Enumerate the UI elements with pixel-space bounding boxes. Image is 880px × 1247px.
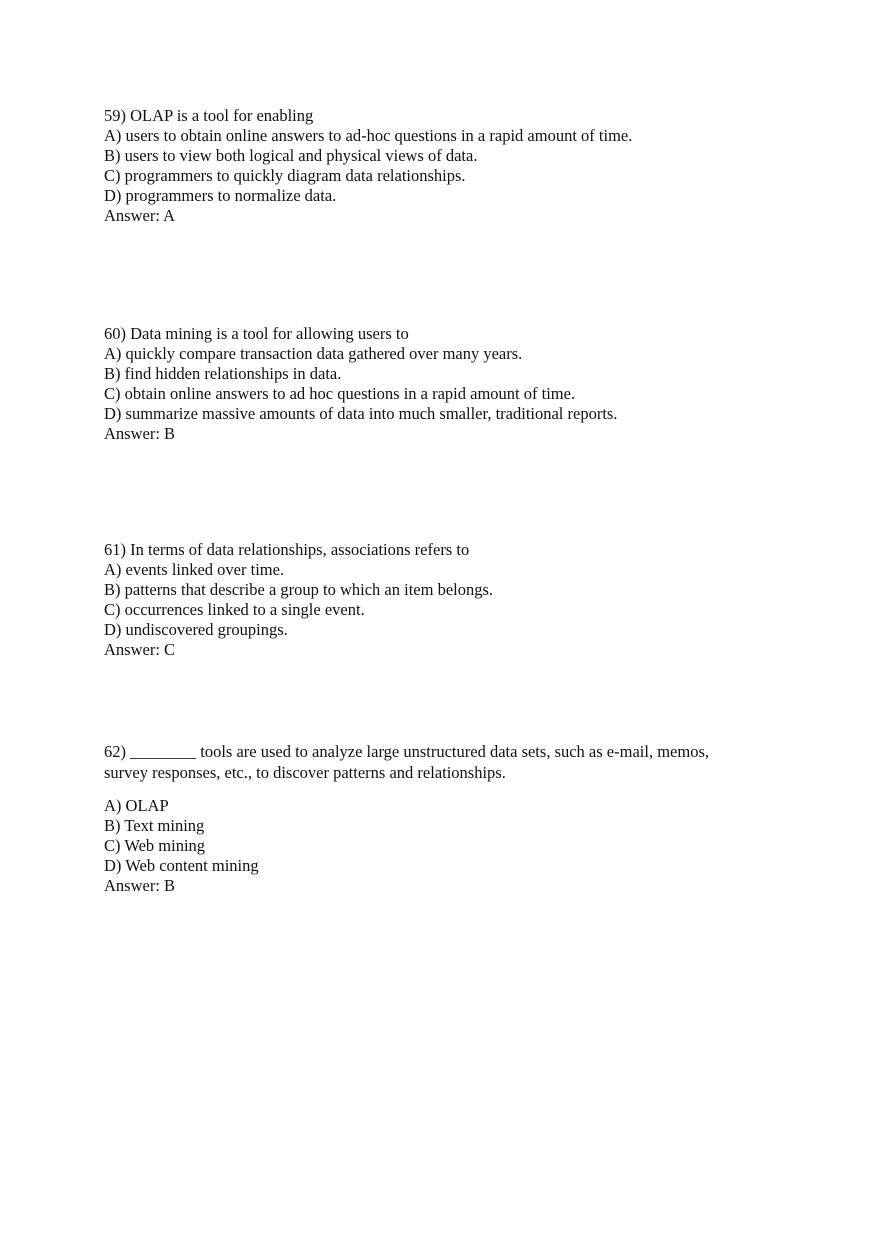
question-59 [104, 106, 784, 226]
question-62 [104, 742, 754, 896]
option-a: A) quickly compare transaction data gathered over many years. [104, 344, 523, 363]
answer: Answer: B [104, 876, 176, 895]
option-c: C) occurrences linked to a single event. [104, 600, 365, 619]
option-d: D) summarize massive amounts of data into much smaller, traditional reports. [104, 404, 618, 423]
question-stem: 59) OLAP is a tool for enabling [104, 106, 314, 125]
option-a: A) users to obtain online answers to ad-hoc questions in a rapid amount of time. [104, 126, 633, 145]
option-b: B) patterns that describe a group to which an item belongs. [104, 580, 494, 599]
option-d: D) programmers to normalize data. [104, 186, 337, 205]
option-a: A) events linked over time. [104, 560, 285, 579]
question-61 [104, 540, 784, 660]
option-b: B) users to view both logical and physical views of data. [104, 146, 478, 165]
answer: Answer: C [104, 640, 176, 659]
option-d: D) undiscovered groupings. [104, 620, 288, 639]
option-c: C) programmers to quickly diagram data relationships. [104, 166, 466, 185]
answer: Answer: A [104, 206, 176, 225]
option-a: A) OLAP [104, 796, 169, 815]
question-stem: 61) In terms of data relationships, associations refers to [104, 540, 470, 559]
option-b: B) Text mining [104, 816, 205, 835]
option-b: B) find hidden relationships in data. [104, 364, 342, 383]
question-stem: 60) Data mining is a tool for allowing users to [104, 324, 409, 343]
question-stem: 62) ________ tools are used to analyze large unstructured data sets, such as e-mail, memos, survey responses, etc., to discover patterns and relationships. [104, 742, 709, 782]
option-c: C) obtain online answers to ad hoc questions in a rapid amount of time. [104, 384, 576, 403]
answer: Answer: B [104, 424, 176, 443]
question-60 [104, 324, 784, 444]
option-c: C) Web mining [104, 836, 206, 855]
option-d: D) Web content mining [104, 856, 259, 875]
